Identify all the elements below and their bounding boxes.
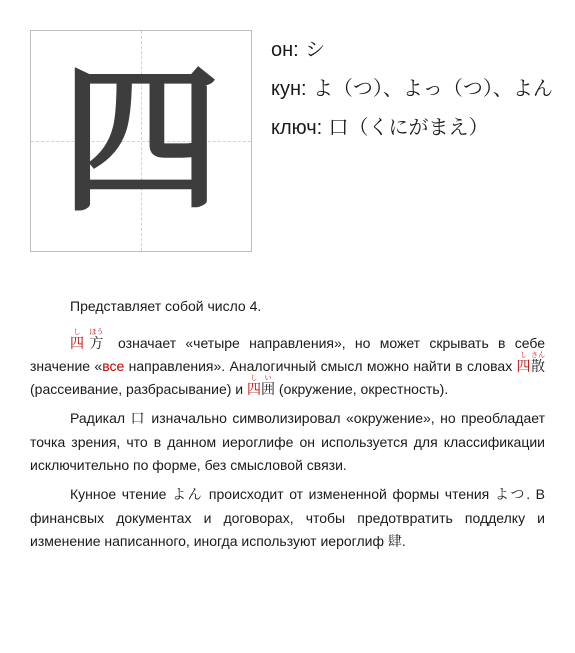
- on-reading-row: [271, 30, 561, 69]
- highlight-word: все: [102, 358, 125, 374]
- word-kanji: 四: [247, 381, 262, 397]
- text-run: направления». Аналогичный смысл можно найти в словах: [124, 358, 517, 374]
- text-run: (рассеивание, разбрасывание) и: [30, 381, 248, 397]
- on-reading-value: シ: [305, 37, 326, 61]
- readings-block: [271, 30, 561, 147]
- kun-reading-row: [271, 69, 561, 108]
- kana-yon: よん: [172, 487, 204, 503]
- radical-glyph: 口: [130, 411, 146, 427]
- furigana-word: [89, 328, 109, 351]
- kanji-display-box: [30, 30, 252, 252]
- word-kanji: 方: [89, 335, 109, 351]
- kun-reading-value: よ（つ）、よっ（つ）、よん: [312, 76, 553, 100]
- text-run: Радикал: [70, 410, 131, 426]
- alternate-kanji: 肆: [387, 534, 402, 550]
- word-kanji: 四: [70, 335, 90, 351]
- key-radical-row: [271, 108, 561, 147]
- furigana-word: [516, 351, 531, 374]
- text-run: .: [401, 533, 406, 549]
- paragraph-3: [30, 407, 545, 477]
- furigana: し: [70, 328, 84, 336]
- furigana-word: [70, 328, 90, 351]
- paragraph-1: Представляет собой число 4.: [70, 298, 262, 314]
- text-run: (окружение, окрестность).: [275, 381, 449, 397]
- key-radical-label: ключ:: [271, 117, 323, 139]
- word-kanji: 囲: [261, 381, 276, 397]
- paragraph-2: [30, 328, 545, 401]
- key-radical-value: 口（くにがまえ）: [328, 115, 489, 139]
- text-run: . В финансвых документах и договорах, чтобы предотвратить подделку и изменение написанного, иногда используют иероглиф: [30, 486, 545, 549]
- paragraph-4: [30, 483, 545, 554]
- kanji-glyph: 四: [60, 47, 221, 234]
- furigana: し: [247, 374, 262, 382]
- furigana: ほう: [89, 328, 104, 336]
- furigana-word: [261, 374, 276, 397]
- furigana: い: [261, 374, 276, 382]
- furigana-word: [531, 351, 545, 374]
- word-kanji: 四: [516, 358, 531, 374]
- furigana-word: [247, 374, 262, 397]
- kana-yotsu: よつ: [494, 487, 527, 503]
- explanation-text: [30, 295, 545, 560]
- text-run: означает «четыре направления», но может скрывать в себе значение «: [30, 335, 546, 374]
- text-run: изначально символизировал «окружение», но преобладает точка зрения, что в данном иероглифе он используется для классификации исключительно по форме, без смысловой связи.: [30, 410, 545, 473]
- word-kanji: 散: [531, 358, 545, 374]
- text-run: Кунное чтение: [70, 486, 172, 502]
- furigana: し: [516, 351, 531, 359]
- text-run: происходит от измененной формы чтения: [203, 486, 495, 502]
- furigana: さん: [531, 351, 545, 359]
- kun-reading-label: кун:: [271, 78, 307, 100]
- on-reading-label: он:: [271, 39, 299, 61]
